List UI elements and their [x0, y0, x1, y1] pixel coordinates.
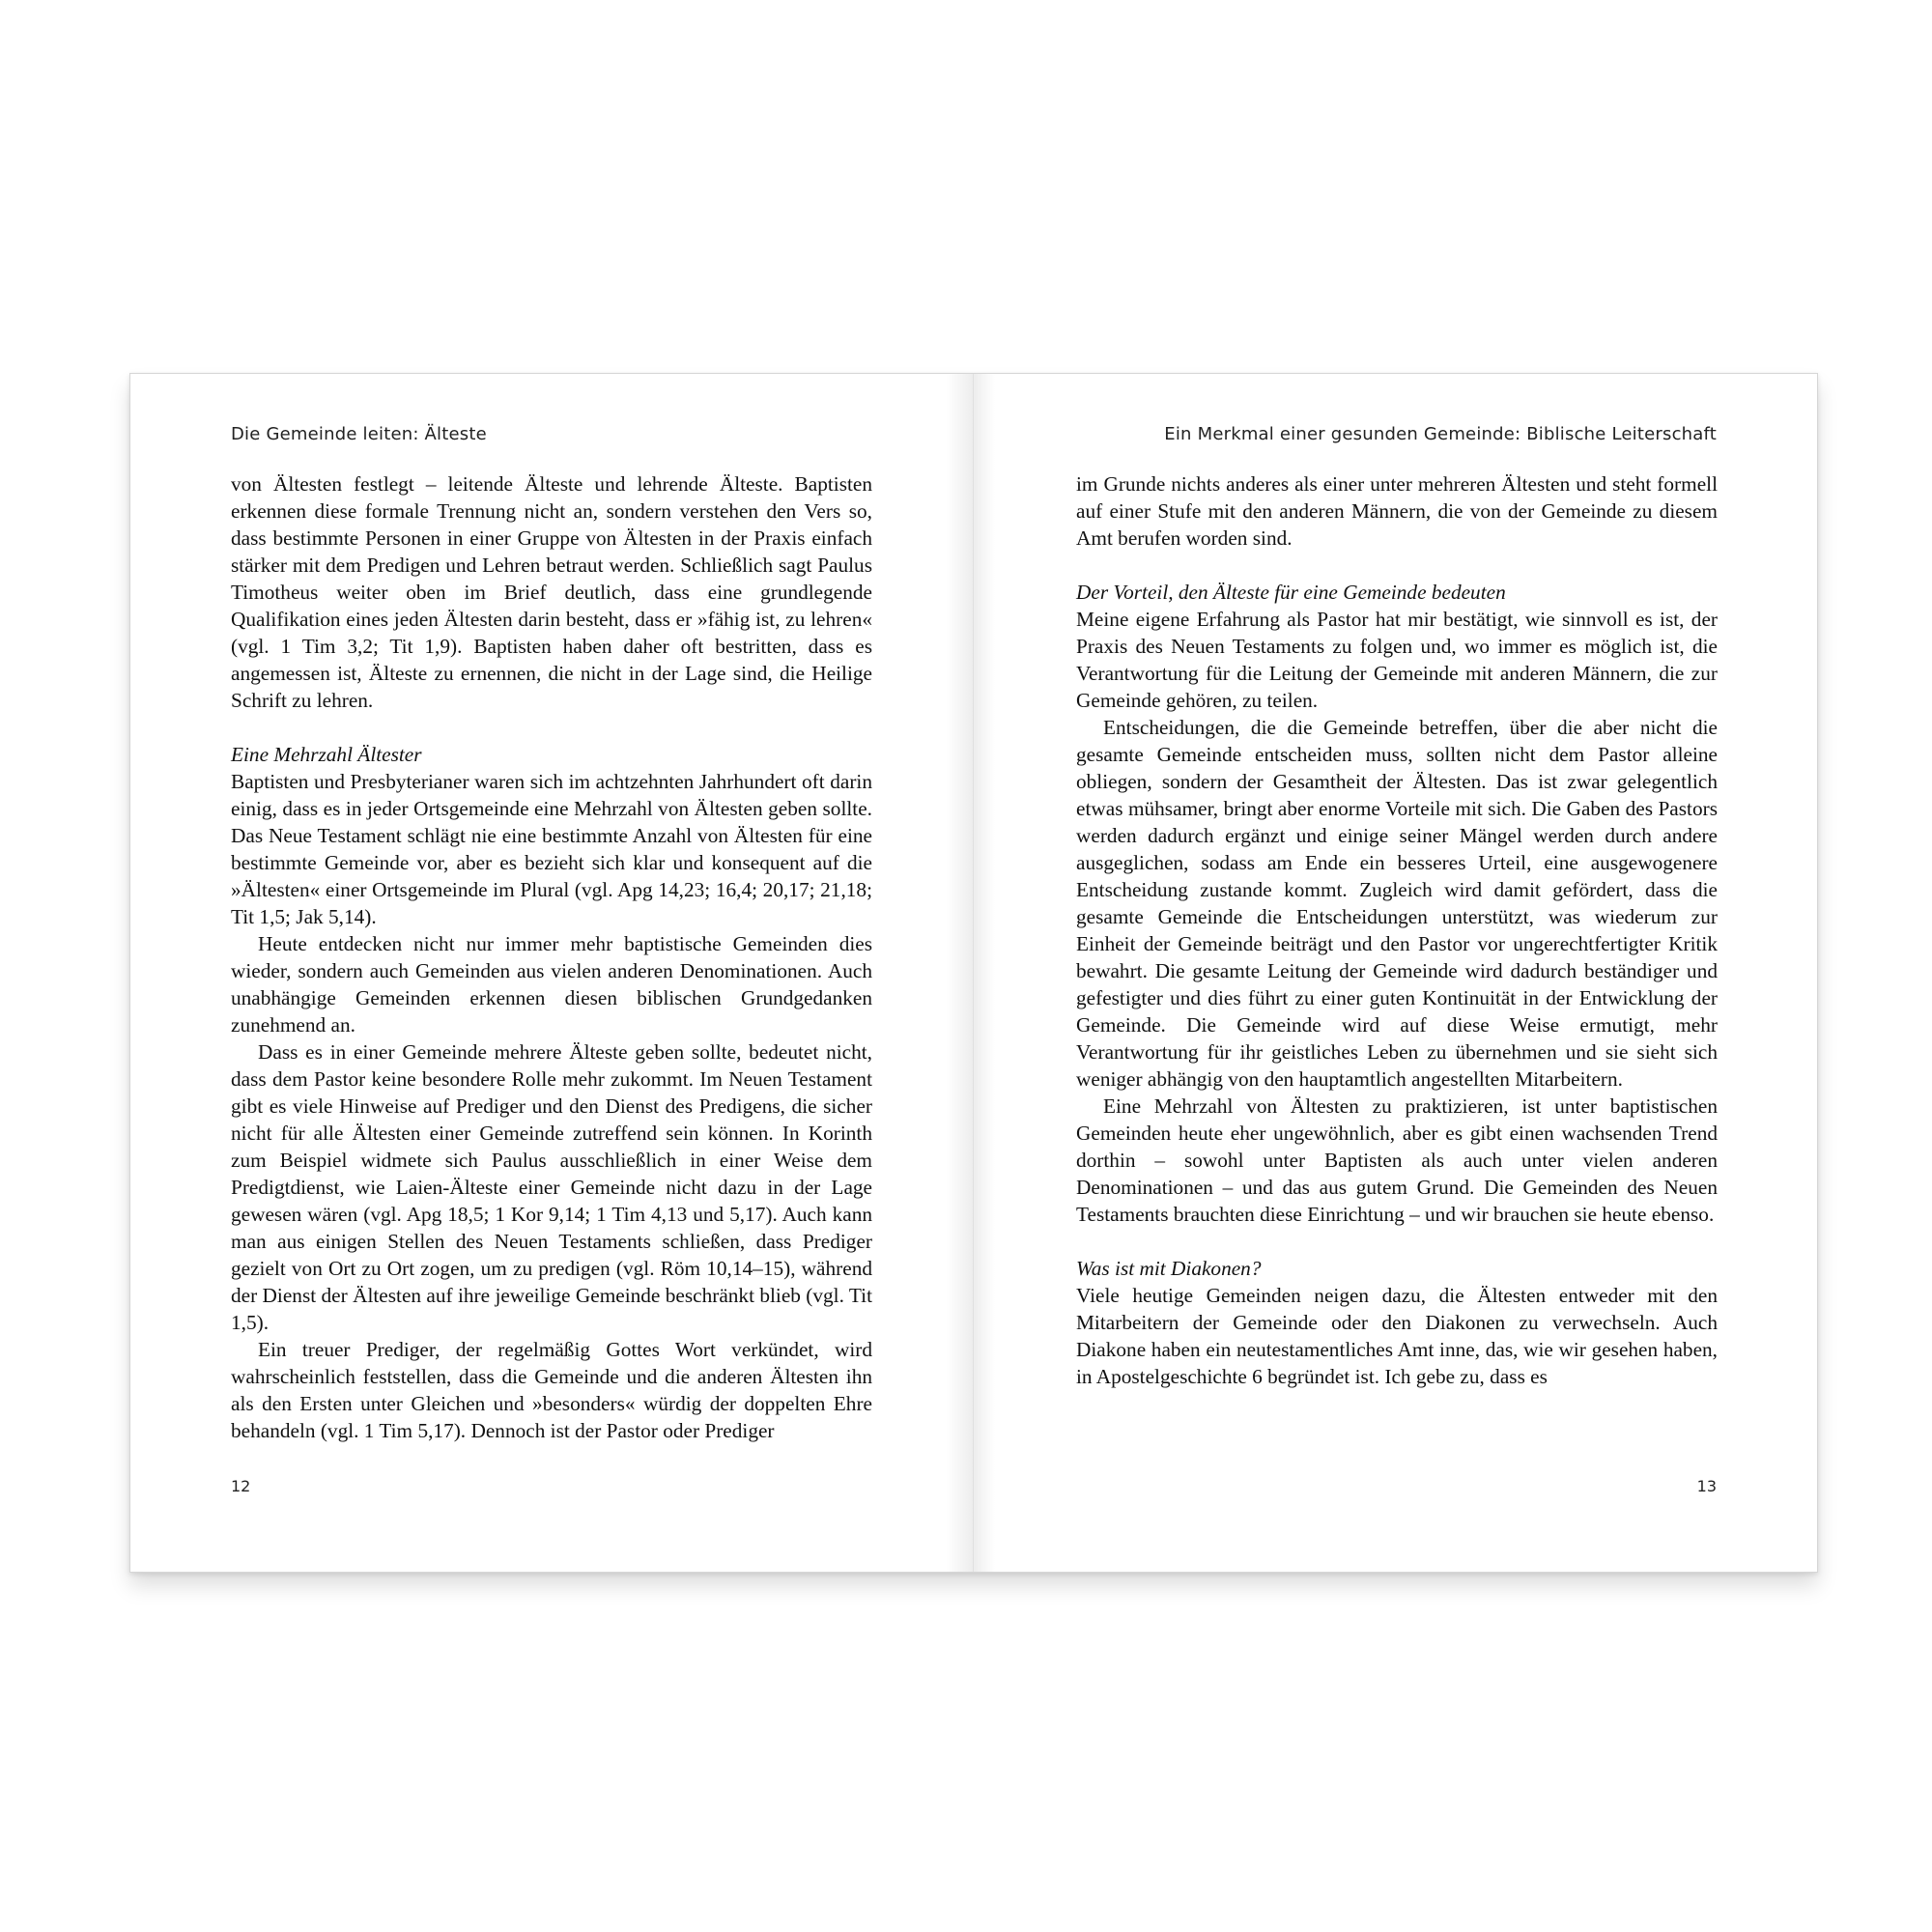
section-heading: Eine Mehrzahl Ältester [231, 743, 422, 766]
section-heading: Was ist mit Diakonen? [1076, 1257, 1262, 1280]
page-number-right: 13 [1696, 1477, 1717, 1495]
paragraph: Baptisten und Presbyterianer waren sich im achtzehnten Jahrhundert oft darin einig, dass es in jeder Ortsgemeinde eine Mehrzahl von Ältesten geben sollte. Das Neue Testament schlägt nie eine bestimmte Anzahl von Ältesten für eine bestimmte Gemeinde vor, aber es bezieht sich klar und konsequent auf die »Ältesten« einer Ortsgemeinde im Plural (vgl. Apg 14,23; 16,4; 20,17; 21,18; Tit 1,5; Jak 5,14). [231, 770, 872, 928]
paragraph: Viele heutige Gemeinden neigen dazu, die Ältesten entweder mit den Mitarbeitern der Gemeinde oder den Diakonen zu verwechseln. Auch Diakone haben ein neutestamentliches Amt inne, das, wie wir gesehen haben, in Apostelgeschichte 6 begründet ist. Ich gebe zu, dass es [1076, 1284, 1718, 1388]
paragraph: Meine eigene Erfahrung als Pastor hat mir bestätigt, wie sinnvoll es ist, der Praxis des Neuen Testaments zu folgen und, wo immer es möglich ist, die Verantwortung für die Leitung der Gemeinde mit anderen Männern, die zur Gemeinde gehören, zu teilen. [1076, 608, 1718, 712]
book-spread [129, 373, 1818, 1573]
paragraph: Heute entdecken nicht nur immer mehr baptistische Gemeinden dies wieder, sondern auch Gemeinden aus vielen anderen Denominationen. Auch unabhängige Gemeinden erkennen diesen biblischen Grundgedanken zunehmend an. [231, 932, 872, 1037]
page-number-left: 12 [231, 1477, 251, 1495]
running-head-right: Ein Merkmal einer gesunden Gemeinde: Biblische Leiterschaft [1164, 424, 1717, 444]
paragraph: von Ältesten festlegt – leitende Älteste und lehrende Älteste. Baptisten erkennen diese formale Trennung nicht an, sondern verstehen den Vers so, dass bestimmte Personen in einer Gruppe von Ältesten in der Praxis einfach stärker mit dem Predigen und Lehren betraut werden. Schließlich sagt Paulus Timotheus weiter oben im Brief deutlich, dass eine grundlegende Qualifikation eines jeden Ältesten darin besteht, dass er »fähig ist, zu lehren« (vgl. 1 Tim 3,2; Tit 1,9). Baptisten haben daher oft bestritten, dass es angemessen ist, Älteste zu ernennen, die nicht in der Lage sind, die Heilige Schrift zu lehren. [231, 472, 872, 712]
right-page [974, 374, 1817, 1572]
paragraph: Eine Mehrzahl von Ältesten zu praktizieren, ist unter baptistischen Gemeinden heute eher ungewöhnlich, aber es gibt einen wachsenden Trend dorthin – sowohl unter Baptisten als auch unter vielen anderen Denominationen – und das aus gutem Grund. Die Gemeinden des Neuen Testaments brauchten diese Einrichtung – und wir brauchen sie heute ebenso. [1076, 1094, 1718, 1226]
paragraph: Dass es in einer Gemeinde mehrere Älteste geben sollte, bedeutet nicht, dass dem Pastor keine besondere Rolle mehr zukommt. Im Neuen Testament gibt es viele Hinweise auf Prediger und den Dienst des Predigens, die sicher nicht für alle Ältesten einer Gemeinde zutreffend sein können. In Korinth zum Beispiel widmete sich Paulus ausschließlich in einer Weise dem Predigtdienst, wie Laien-Älteste einer Gemeinde nicht dazu in der Lage gewesen wären (vgl. Apg 18,5; 1 Kor 9,14; 1 Tim 4,13 und 5,17). Auch kann man aus einigen Stellen des Neuen Testaments schließen, dass Prediger gezielt von Ort zu Ort zogen, um zu predigen (vgl. Röm 10,14–15), während der Dienst der Ältesten auf ihre jeweilige Gemeinde beschränkt blieb (vgl. Tit 1,5). [231, 1040, 872, 1334]
running-head-left: Die Gemeinde leiten: Älteste [231, 424, 487, 444]
paragraph: Entscheidungen, die die Gemeinde betreffen, über die aber nicht die gesamte Gemeinde entscheiden muss, sollten nicht dem Pastor alleine obliegen, sondern der Gesamtheit der Ältesten. Das ist zwar gelegentlich etwas mühsamer, bringt aber enorme Vorteile mit sich. Die Gaben des Pastors werden dadurch ergänzt und einige seiner Mängel werden durch andere ausgeglichen, sodass am Ende ein besseres Urteil, eine ausgewogenere Entscheidung zustande kommt. Zugleich wird damit gefördert, dass die gesamte Gemeinde die Entscheidungen unterstützt, was wiederum zur Einheit der Gemeinde beiträgt und den Pastor vor ungerechtfertigter Kritik bewahrt. Die gesamte Leitung der Gemeinde wird dadurch beständiger und gefestigter und dies führt zu einer guten Kontinuität in der Entwicklung der Gemeinde. Die Gemeinde wird auf diese Weise ermutigt, mehr Verantwortung für ihr geistliches Leben zu übernehmen und sie sieht sich weniger abhängig von den hauptamtlich angestellten Mitarbeitern. [1076, 716, 1718, 1091]
right-page-body [1076, 470, 1718, 1390]
section-heading: Der Vorteil, den Älteste für eine Gemeinde bedeuten [1076, 581, 1506, 604]
left-page [130, 374, 974, 1572]
paragraph: im Grunde nichts anderes als einer unter mehreren Ältesten und steht formell auf einer Stufe mit den anderen Männern, die von der Gemeinde zu diesem Amt berufen worden sind. [1076, 472, 1718, 550]
left-page-body [231, 470, 872, 1444]
paragraph: Ein treuer Prediger, der regelmäßig Gottes Wort verkündet, wird wahrscheinlich feststellen, dass die Gemeinde und die anderen Ältesten ihn als den Ersten unter Gleichen und »besonders« würdig der doppelten Ehre behandeln (vgl. 1 Tim 5,17). Dennoch ist der Pastor oder Prediger [231, 1338, 872, 1442]
